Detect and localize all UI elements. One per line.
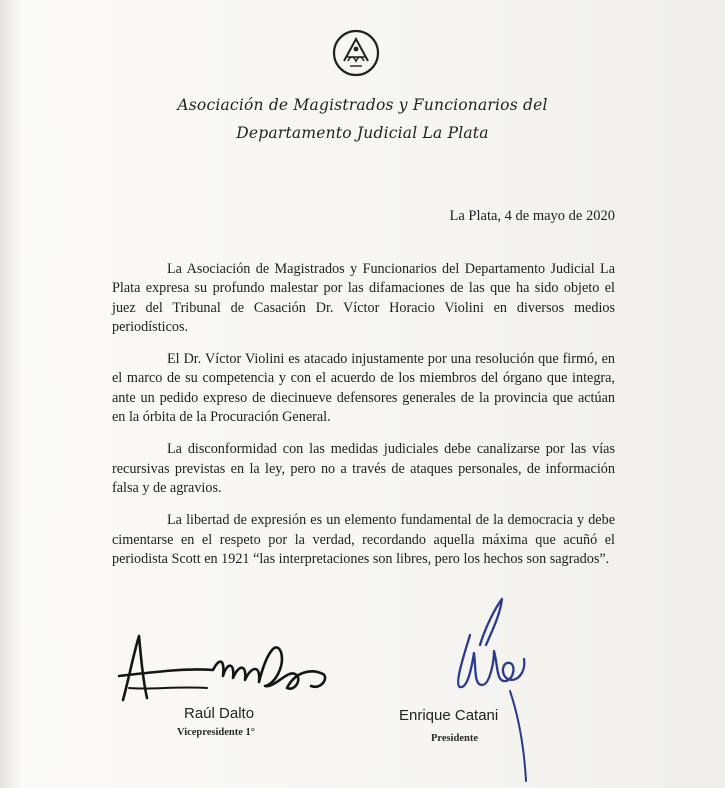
signer-role-left: Vicepresidente 1° <box>177 727 255 738</box>
association-emblem-icon <box>330 28 382 78</box>
letter-date: La Plata, 4 de mayo de 2020 <box>449 208 615 224</box>
signer-name-right: Enrique Catani <box>399 707 499 724</box>
paragraph: La disconformidad con las medidas judiciales debe canalizarse por las vías recursivas previstas en la ley, pero no a través de ataques personales, de información falsa y de agravios. <box>112 441 615 496</box>
paragraph: La Asociación de Magistrados y Funcionarios del Departamento Judicial La Plata expresa su profundo malestar por las difamaciones de las que ha sido objeto el juez del Tribunal de Casación Dr. Víctor Horacio Violini en diversos medios periodísticos. <box>112 261 615 335</box>
signer-role-right: Presidente <box>431 733 479 744</box>
paragraph: La libertad de expresión es un elemento fundamental de la democracia y debe cimentarse en el respeto por la verdad, recordando aquella máxima que acuñó el periodista Scott en 1921 “las interpretaciones son libres, pero los hechos son sagrados”. <box>112 512 615 567</box>
signer-name-left: Raúl Dalto <box>184 705 255 722</box>
letter-body <box>112 260 615 582</box>
signature-catani <box>440 595 540 783</box>
paragraph: El Dr. Víctor Violini es atacado injustamente por una resolución que firmó, en el marco de su competencia y con el acuerdo de los miembros del órgano que integra, ante un pedido expreso de diecinueve defensores generales de la provincia que actúan en la órbita de la Procuración General. <box>112 351 615 426</box>
org-name-line1: Asociación de Magistrados y Funcionarios del <box>177 96 548 114</box>
signature-dalto <box>115 628 335 713</box>
org-name-line2: Departamento Judicial La Plata <box>236 124 489 142</box>
page-shadow <box>0 0 22 788</box>
